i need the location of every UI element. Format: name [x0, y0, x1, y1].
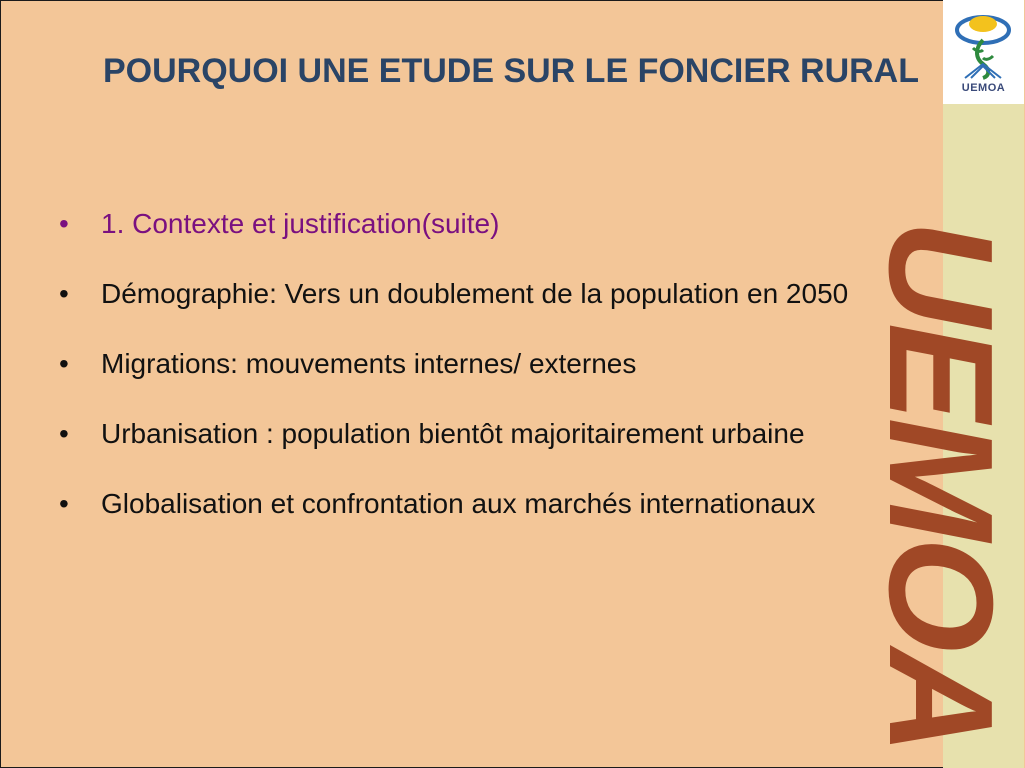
bullet-text: 1. Contexte et justification(suite): [101, 208, 500, 239]
list-item: [59, 473, 939, 535]
bullet-marker: •: [59, 348, 69, 379]
list-item: [59, 263, 939, 325]
bullet-marker: •: [59, 418, 69, 449]
brand-sidebar: [858, 0, 1024, 768]
bullet-text: Globalisation et confrontation aux marchés internationaux: [101, 488, 816, 519]
bullet-text: Urbanisation : population bientôt majoritairement urbaine: [101, 418, 805, 449]
bullet-marker: •: [59, 278, 69, 309]
logo-label: UEMOA: [961, 82, 1006, 94]
slide-title: POURQUOI UNE ETUDE SUR LE FONCIER RURAL: [102, 52, 920, 90]
bullet-list: [59, 193, 939, 543]
bullet-marker: •: [59, 208, 69, 239]
vertical-brand-text: UEMOA: [858, 220, 1023, 751]
bullet-marker: •: [59, 488, 69, 519]
list-item: [59, 403, 939, 465]
list-item: [59, 333, 939, 395]
bullet-text: Migrations: mouvements internes/ externes: [101, 348, 637, 379]
list-item: [59, 193, 939, 255]
uemoa-logo: [943, 0, 1024, 104]
bullet-text: Démographie: Vers un doublement de la population en 2050: [101, 278, 849, 309]
uemoa-emblem-icon: [943, 0, 1024, 82]
brand-band: [858, 104, 1024, 768]
